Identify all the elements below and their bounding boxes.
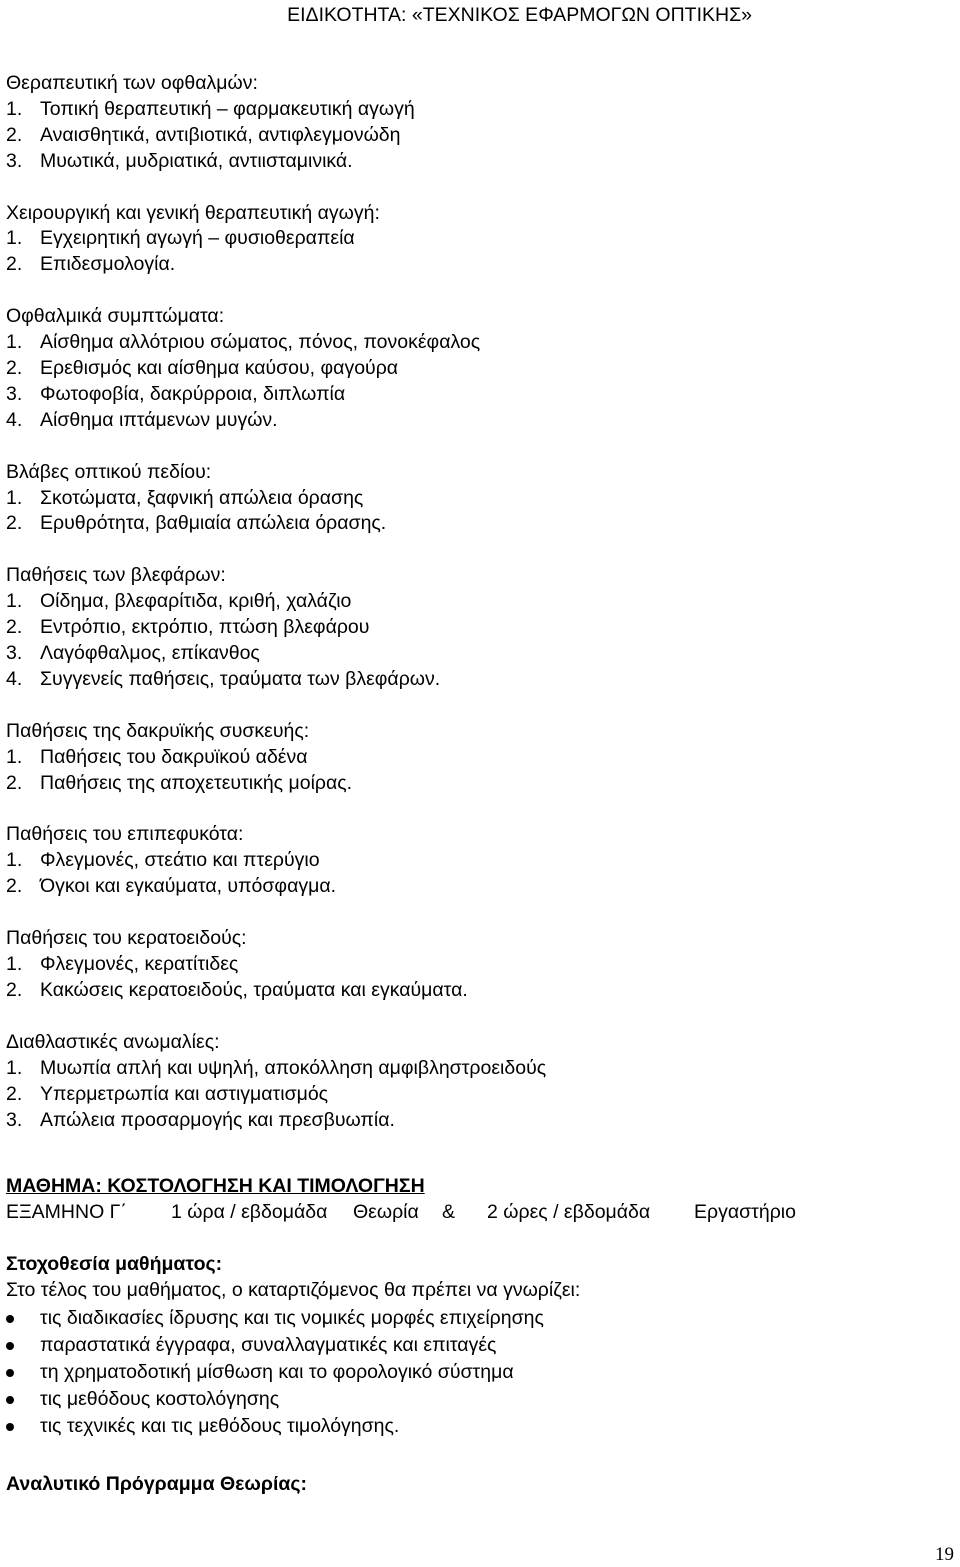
section-heading: Βλάβες οπτικού πεδίου: <box>6 460 212 483</box>
list-item <box>6 97 946 123</box>
list-item <box>6 149 946 175</box>
document-body <box>6 71 946 1498</box>
list-item-text: Υπερμετρωπία και αστιγματισμός <box>40 1082 329 1105</box>
list-item-text: Παθήσεις του δακρυϊκού αδένα <box>40 745 308 768</box>
section-heading: Διαθλαστικές ανωμαλίες: <box>6 1030 220 1053</box>
topic-section <box>6 926 946 1004</box>
objective-text: παραστατικά έγγραφα, συναλλαγματικές και επιταγές <box>40 1334 497 1357</box>
list-item <box>6 1082 946 1108</box>
section-heading: Παθήσεις του επιπεφυκότα: <box>6 823 244 846</box>
list-item <box>6 356 946 382</box>
list-item-text: Ερεθισμός και αίσθημα καύσου, φαγούρα <box>40 357 399 380</box>
page-number: 19 <box>935 1544 954 1565</box>
topic-section <box>6 563 946 692</box>
section-heading: Θεραπευτική των οφθαλμών: <box>6 72 258 94</box>
objective-text: τις τεχνικές και τις μεθόδους τιμολόγησης. <box>40 1415 400 1438</box>
list-item-text: Μυωτικά, μυδριατικά, αντιισταμινικά. <box>40 149 353 172</box>
bullet-icon <box>6 1369 14 1377</box>
list-item-text: Λαγόφθαλμος, επίκανθος <box>40 642 260 665</box>
list-item-text: Εγχειρητική αγωγή – φυσιοθεραπεία <box>40 227 355 250</box>
list-item-text: Απώλεια προσαρμογής και πρεσβυωπία. <box>40 1108 395 1131</box>
list-item-text: Τοπική θεραπευτική – φαρμακευτική αγωγή <box>40 97 415 120</box>
list-item <box>6 641 946 667</box>
objective-item <box>6 1413 946 1440</box>
list-item-text: Επιδεσμολογία. <box>40 253 176 276</box>
objective-text: τις διαδικασίες ίδρυσης και τις νομικές μορφές επιχείρησης <box>40 1307 544 1330</box>
list-item-text: Παθήσεις της αποχετευτικής μοίρας. <box>40 771 353 794</box>
section-heading: Παθήσεις του κερατοειδούς: <box>6 927 247 950</box>
list-item <box>6 848 946 874</box>
list-item-text: Κακώσεις κερατοειδούς, τραύματα και εγκαύματα. <box>40 978 468 1001</box>
bullet-icon <box>6 1315 14 1323</box>
list-item <box>6 511 946 537</box>
course-hours <box>6 1200 946 1228</box>
bullet-icon <box>6 1342 14 1350</box>
section-heading: Παθήσεις των βλεφάρων: <box>6 564 226 587</box>
list-item-number: 2. <box>6 253 23 276</box>
list-item-number: 3. <box>6 382 23 405</box>
list-item-number: 1. <box>6 486 23 509</box>
analytic-program-heading: Αναλυτικό Πρόγραμμα Θεωρίας: <box>6 1473 307 1496</box>
semester-label: ΕΞΑΜΗΝΟ Γ΄ <box>6 1201 127 1224</box>
list-item-text: Αίσθημα ιπτάμενων μυγών. <box>40 408 278 431</box>
objective-text: τη χρηματοδοτική μίσθωση και το φορολογικό σύστημα <box>40 1361 514 1384</box>
topic-section <box>6 201 946 279</box>
list-item-text: Μυωπία απλή και υψηλή, αποκόλληση αμφιβληστροειδούς <box>40 1056 547 1079</box>
list-item <box>6 771 946 797</box>
list-item-number: 3. <box>6 1108 23 1131</box>
topic-sections <box>6 71 946 1133</box>
objectives-heading: Στοχοθεσία μαθήματος: <box>6 1253 223 1276</box>
list-item-number: 1. <box>6 953 23 976</box>
list-item-number: 2. <box>6 875 23 898</box>
list-item-number: 2. <box>6 123 23 146</box>
topic-section <box>6 71 946 175</box>
section-heading: Οφθαλμικά συμπτώματα: <box>6 305 225 328</box>
objective-item <box>6 1359 946 1386</box>
list-item <box>6 615 946 641</box>
course-section <box>6 1174 946 1498</box>
list-item-text: Εντρόπιο, εκτρόπιο, πτώση βλεφάρου <box>40 616 370 639</box>
list-item <box>6 667 946 693</box>
lab-label: Εργαστήριο <box>694 1201 796 1224</box>
list-item-number: 1. <box>6 745 23 768</box>
bullet-icon <box>6 1423 14 1431</box>
bullet-icon <box>6 1396 14 1404</box>
list-item-number: 1. <box>6 1056 23 1079</box>
list-item-text: Συγγενείς παθήσεις, τραύματα των βλεφάρων. <box>40 667 441 690</box>
section-heading: Παθήσεις της δακρυϊκής συσκευής: <box>6 719 310 742</box>
ampersand: & <box>442 1201 456 1224</box>
objective-text: τις μεθόδους κοστολόγησης <box>40 1388 280 1411</box>
list-item <box>6 486 946 512</box>
list-item-number: 2. <box>6 771 23 794</box>
list-item-text: Αίσθημα αλλότριου σώματος, πόνος, πονοκέφαλος <box>40 331 481 354</box>
list-item-text: Φλεγμονές, στεάτιο και πτερύγιο <box>40 849 320 872</box>
list-item-text: Ερυθρότητα, βαθμιαία απώλεια όρασης. <box>40 512 387 535</box>
list-item-number: 3. <box>6 642 23 665</box>
list-item <box>6 382 946 408</box>
list-item <box>6 252 946 278</box>
theory-label: Θεωρία <box>353 1201 419 1224</box>
objectives-intro: Στο τέλος του μαθήματος, ο καταρτιζόμενος θα πρέπει να γνωρίζει: <box>6 1279 581 1302</box>
course-title: ΜΑΘΗΜΑ: ΚΟΣΤΟΛΟΓΗΣΗ ΚΑΙ ΤΙΜΟΛΟΓΗΣΗ <box>6 1175 425 1198</box>
list-item-text: Όγκοι και εγκαύματα, υπόσφαγμα. <box>40 875 337 898</box>
list-item <box>6 123 946 149</box>
list-item-text: Οίδημα, βλεφαρίτιδα, κριθή, χαλάζιο <box>40 590 352 613</box>
list-item <box>6 1056 946 1082</box>
topic-section <box>6 304 946 433</box>
list-item-number: 1. <box>6 590 23 613</box>
list-item-text: Φωτοφοβία, δακρύρροια, διπλωπία <box>40 382 346 405</box>
topic-section <box>6 719 946 797</box>
objective-item <box>6 1332 946 1359</box>
list-item-number: 1. <box>6 227 23 250</box>
topic-section <box>6 460 946 538</box>
topic-section <box>6 1030 946 1134</box>
list-item-number: 4. <box>6 408 23 431</box>
list-item-number: 2. <box>6 1082 23 1105</box>
section-heading: Χειρουργική και γενική θεραπευτική αγωγή: <box>6 201 380 224</box>
list-item <box>6 978 946 1004</box>
list-item <box>6 874 946 900</box>
list-item <box>6 408 946 434</box>
theory-hours: 1 ώρα / εβδομάδα <box>171 1201 328 1224</box>
list-item-number: 2. <box>6 357 23 380</box>
page-header: ΕΙΔΙΚΟΤΗΤΑ: «ΤΕΧΝΙΚΟΣ ΕΦΑΡΜΟΓΩΝ ΟΠΤΙΚΗΣ» <box>287 4 752 26</box>
list-item-number: 2. <box>6 978 23 1001</box>
topic-section <box>6 822 946 900</box>
list-item-text: Αναισθητικά, αντιβιοτικά, αντιφλεγμονώδη <box>40 123 401 146</box>
list-item <box>6 330 946 356</box>
list-item-number: 2. <box>6 616 23 639</box>
list-item-number: 3. <box>6 149 23 172</box>
list-item <box>6 952 946 978</box>
objectives-list <box>6 1305 946 1440</box>
list-item-text: Φλεγμονές, κερατίτιδες <box>40 953 239 976</box>
lab-hours: 2 ώρες / εβδομάδα <box>487 1201 651 1224</box>
list-item-number: 1. <box>6 331 23 354</box>
list-item-number: 4. <box>6 667 23 690</box>
list-item <box>6 589 946 615</box>
list-item-number: 1. <box>6 97 23 120</box>
list-item-number: 2. <box>6 512 23 535</box>
objective-item <box>6 1386 946 1413</box>
list-item-text: Σκοτώματα, ξαφνική απώλεια όρασης <box>40 486 364 509</box>
objective-item <box>6 1305 946 1332</box>
list-item <box>6 226 946 252</box>
list-item <box>6 745 946 771</box>
list-item-number: 1. <box>6 849 23 872</box>
list-item <box>6 1108 946 1134</box>
